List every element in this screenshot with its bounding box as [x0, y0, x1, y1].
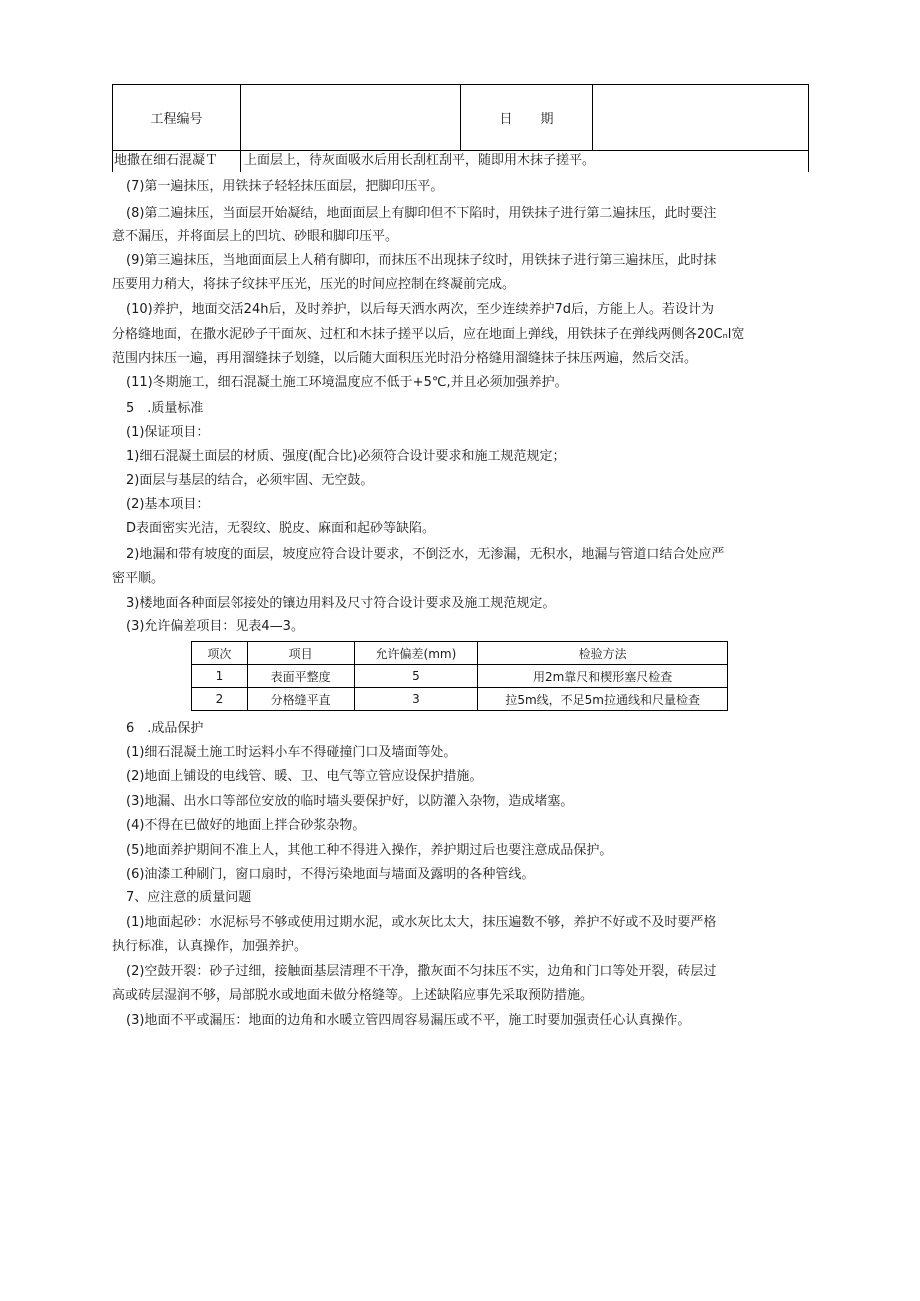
table-cell: 分格缝平直 — [247, 688, 354, 711]
paragraph: (10)养护，地面交活24h后，及时养护，以后每天洒水两次，至少连续养护7d后，方能上人。若设计为 — [126, 302, 714, 317]
section-heading: 6 .成品保护 — [126, 721, 204, 736]
table-cell: 3 — [354, 688, 478, 711]
project-no-label: 工程编号 — [113, 85, 241, 150]
table-header-cell: 检验方法 — [478, 642, 728, 665]
paragraph: (11)冬期施工，细石混凝土施工环境温度应不低于+5℃,并且必须加强养护。 — [126, 375, 568, 390]
paragraph: (9)第三遍抹压，当地面面层上人稍有脚印，而抹压不出现抹子纹时，用铁抹子进行第三遍抹压，此时抹 — [126, 253, 717, 268]
paragraph: 2)面层与基层的结合，必须牢固、无空鼓。 — [126, 473, 374, 488]
paragraph: 分格缝地面，在撒水泥砂子干面灰、过杠和木抹子搓平以后，应在地面上弹线，用铁抹子在弹线两侧各20Cₙl宽 — [112, 327, 745, 342]
paragraph: (1)细石混凝土施工时运料小车不得碰撞门口及墙面等处。 — [126, 745, 457, 760]
table-row — [192, 665, 728, 688]
section-heading: 7、应注意的质量问题 — [126, 890, 252, 905]
paragraph: 高或砖层湿润不够，局部脱水或地面未做分格缝等。上述缺陷应事先采取预防措施。 — [112, 988, 594, 1003]
cut-row-border-left — [112, 150, 113, 172]
paragraph: 3)楼地面各种面层邻接处的镶边用料及尺寸符合设计要求及施工规范规定。 — [126, 596, 556, 611]
table-cell: 拉5m线，不足5m拉通线和尺量检查 — [478, 688, 728, 711]
table-cell: 1 — [192, 665, 248, 688]
paragraph: 压要用力稍大，将抹子纹抹平压光，压光的时间应控制在终凝前完成。 — [112, 277, 516, 292]
table-row — [192, 688, 728, 711]
paragraph: (2)空鼓开裂：砂子过细，接触面基层清理不干净，撒灰面不匀抹压不实，边角和门口等处开裂，砖层过 — [126, 964, 717, 979]
cut-row-left-text: 地撒在细石混凝Ｔ — [114, 153, 219, 168]
paragraph: 意不漏压，并将面层上的凹坑、砂眼和脚印压平。 — [112, 229, 399, 244]
deviation-table — [191, 641, 728, 711]
project-no-value — [241, 85, 461, 150]
paragraph: 1)细石混凝土面层的材质、强度(配合比)必须符合设计要求和施工规范规定； — [126, 449, 566, 464]
paragraph: (3)地面不平或漏压：地面的边角和水暖立管四周容易漏压或不平，施工时要加强责任心认真操作。 — [126, 1013, 691, 1028]
paragraph: (1)保证项目： — [126, 425, 210, 440]
header-table — [112, 84, 809, 151]
date-label-part-1: 日 — [499, 112, 513, 127]
cut-row-right-text: 上面层上，待灰面吸水后用长刮杠刮平，随即用木抹子搓平。 — [244, 153, 596, 168]
table-cell: 表面平整度 — [247, 665, 354, 688]
date-value — [593, 85, 808, 150]
table-header-cell: 项目 — [247, 642, 354, 665]
table-header-cell: 允许偏差(mm) — [354, 642, 478, 665]
cut-row — [112, 150, 809, 172]
table-cell: 5 — [354, 665, 478, 688]
paragraph: (2)地面上铺设的电线管、暖、卫、电气等立管应设保护措施。 — [126, 769, 483, 784]
paragraph: 2)地漏和带有坡度的面层，坡度应符合设计要求，不倒泛水，无渗漏，无积水，地漏与管道口结合处应严 — [126, 547, 725, 562]
cut-row-border-right — [808, 150, 809, 172]
paragraph: (3)地漏、出水口等部位安放的临时墙头要保护好，以防灌入杂物，造成堵塞。 — [126, 794, 574, 809]
date-label — [461, 85, 593, 150]
table-cell: 用2m靠尺和楔形塞尺检查 — [478, 665, 728, 688]
table-cell: 2 — [192, 688, 248, 711]
table-header-row — [192, 642, 728, 665]
table-header-cell: 项次 — [192, 642, 248, 665]
cut-row-border-mid — [240, 150, 241, 172]
paragraph: (2)基本项目： — [126, 497, 210, 512]
paragraph: (7)第一遍抹压，用铁抹子轻轻抹压面层，把脚印压平。 — [126, 179, 444, 194]
paragraph: 执行标准，认真操作，加强养护。 — [112, 939, 308, 954]
paragraph: (1)地面起砂：水泥标号不够或使用过期水泥，或水灰比太大，抹压遍数不够，养护不好或不及时要严格 — [126, 915, 717, 930]
paragraph: D表面密实光洁，无裂纹、脱皮、麻面和起砂等缺陷。 — [126, 521, 436, 536]
paragraph: (4)不得在已做好的地面上拌合砂浆杂物。 — [126, 818, 366, 833]
paragraph: (3)允许偏差项目：见表4—3。 — [126, 619, 304, 634]
date-label-part-2: 期 — [540, 112, 554, 127]
paragraph: (5)地面养护期间不准上人，其他工种不得进入操作，养护期过后也要注意成品保护。 — [126, 843, 613, 858]
paragraph: 范围内抹压一遍，再用溜缝抹子划缝，以后随大面积压光时沿分格缝用溜缝抹子抹压两遍，然后交活。 — [112, 351, 698, 366]
paragraph: (6)油漆工种刷门，窗口扇时，不得污染地面与墙面及露明的各种管线。 — [126, 867, 535, 882]
paragraph: 密平顺。 — [112, 571, 165, 586]
section-heading: 5 .质量标准 — [126, 401, 204, 416]
paragraph: (8)第二遍抹压，当面层开始凝结，地面面层上有脚印但不下陷时，用铁抹子进行第二遍抹压，此时要注 — [126, 206, 717, 221]
